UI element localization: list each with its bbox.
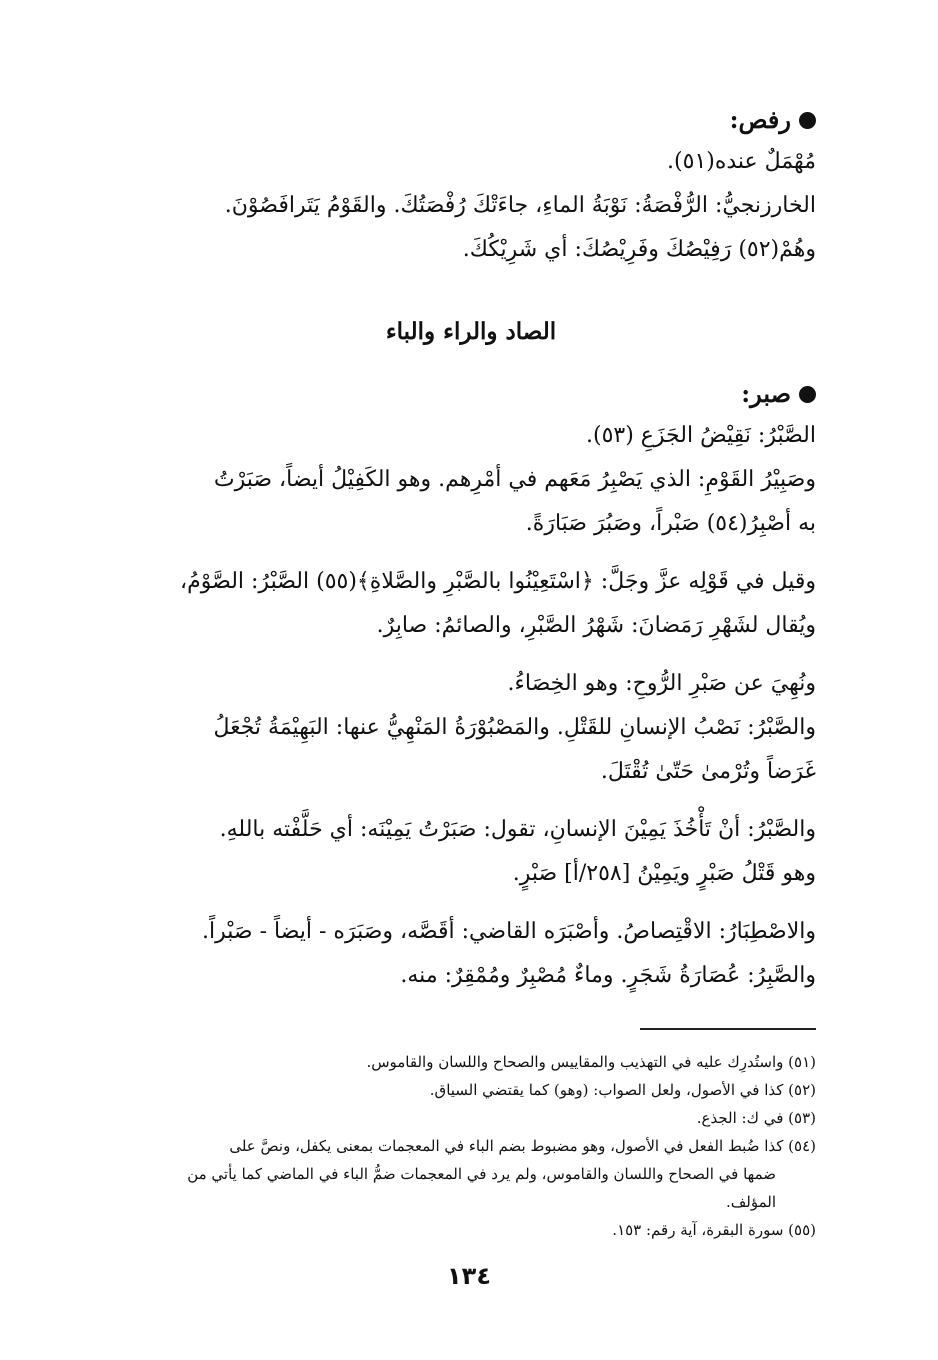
page-body — [126, 100, 816, 1244]
text-line: ونُهِيَ عن صَبْرِ الرُّوحِ: وهو الخِصَاءُ. — [507, 671, 816, 696]
text-line: مُهْمَلٌ عنده(٥١). — [667, 149, 816, 174]
footnote-continuation: ضمها في الصحاح واللسان والقاموس، ولم يرد في المعجمات ضمُّ الباء في الماضي كما يأتي من — [187, 1165, 776, 1183]
entry-headword — [126, 100, 816, 140]
text-line: وقيل في قَوْلِه عزَّ وجَلَّ: ﴿اسْتَعِيْنُوا بالصَّبْرِ والصَّلاةِ﴾(٥٥) الصَّبْرُ: الصَّوْمُ، — [180, 569, 816, 594]
bullet-icon — [799, 112, 816, 129]
text-line: والاصْطِبَارُ: الاقْتِصاصُ. وأصْبَرَه القاضي: أقَصَّه، وصَبَرَه - أيضاً - صَبْراً. — [202, 919, 816, 944]
text-line: والصَّبْرُ: نَصْبُ الإنسانِ للقَتْلِ. والمَصْبُوْرَةُ المَنْهِيُّ عنها: البَهِيْمَةُ تُجْعَلُ — [213, 715, 816, 740]
entry-headword — [126, 374, 816, 414]
footnote: (٥١) واستُدرِك عليه في التهذيب والمقاييس والصحاح واللسان والقاموس. — [366, 1053, 816, 1071]
text-line: والصَّبْرُ: أنْ تَأْخُذَ يَمِيْنَ الإنسانِ، تقول: صَبَرْتُ يَمِيْنَه: أي حَلَّفْته باللهِ. — [219, 817, 816, 842]
footnote-continuation: المؤلف. — [725, 1193, 776, 1211]
footnotes — [126, 1048, 816, 1244]
footnote: (٥٤) كذا ضُبط الفعل في الأصول، وهو مضبوط بضم الباء في المعجمات بمعنى يكفل، ونصَّ على — [229, 1137, 816, 1155]
text-line: وهو قَتْلُ صَبْرٍ ويَمِيْنُ [٢٥٨/أ] صَبْرٍ. — [512, 861, 816, 886]
text-line: وصَبِيْرُ القَوْمِ: الذي يَصْبِرُ مَعَهم في أمْرِهم. وهو الكَفِيْلُ أيضاً، صَبَرْتُ — [213, 467, 816, 492]
text-line: به أصْبِرُ(٥٤) صَبْراً، وصَبُرَ صَبَارَةً. — [525, 511, 816, 536]
section-title: الصاد والراء والباء — [385, 318, 557, 345]
text-line: الخارزنجيُّ: الرُّفْصَةُ: نَوْبَةُ الماءِ، جاءَتْكَ رُفْصَتُكَ. والقَوْمُ يَتَرافَصُوْنَ. — [224, 193, 816, 218]
text-line: والصَّبِرُ: عُصَارَةُ شَجَرٍ. وماءٌ مُصْبِرٌ ومُمْقِرٌ: منه. — [400, 963, 816, 988]
headword-text: رفص: — [729, 105, 791, 134]
page-number: ١٣٤ — [447, 1262, 491, 1290]
text-line: الصَّبْرُ: نَقِيْضُ الجَزَعِ (٥٣). — [586, 423, 816, 448]
footnote: (٥٥) سورة البقرة، آية رقم: ١٥٣. — [612, 1221, 816, 1239]
footnote-divider — [640, 1028, 816, 1030]
footnote: (٥٣) في ك: الجذع. — [696, 1109, 816, 1127]
text-line: غَرَضاً وتُرْمىٰ حَتّىٰ تُقْتَلَ. — [600, 759, 816, 784]
bullet-icon — [799, 386, 816, 403]
headword-text: صبر: — [741, 379, 791, 408]
footnote: (٥٢) كذا في الأصول، ولعل الصواب: (وهو) كما يقتضي السياق. — [429, 1081, 816, 1099]
text-line: ويُقال لشَهْرِ رَمَضانَ: شَهْرُ الصَّبْرِ، والصائمُ: صابِرٌ. — [376, 613, 816, 638]
text-line: وهُمْ(٥٢) رَفِيْصُكَ وفَرِيْصُكَ: أي شَرِيْكُكَ. — [462, 237, 816, 262]
